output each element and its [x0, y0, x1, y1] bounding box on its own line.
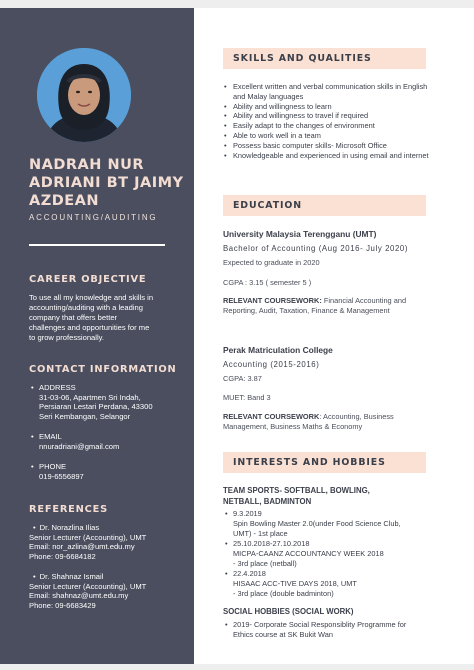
hobby-line: HISAAC ACC-TIVE DAYS 2018, UMT [233, 578, 357, 588]
team-sports-heading-line: NETBALL, BADMINTON [223, 496, 312, 506]
divider [29, 244, 165, 246]
reference-role: Senior Lecturer (Accounting), UMT [29, 581, 147, 591]
bullet-icon: • [225, 569, 228, 578]
program-name: Bachelor of Accounting (Aug 2016- July 2020) [223, 244, 409, 253]
expected-graduation: Expected to graduate in 2020 [223, 258, 320, 267]
reference-role: Senior Lecturer (Accounting), UMT [29, 532, 147, 542]
skill-item: • Excellent written and verbal communication skills in English and Malay languages [223, 82, 433, 102]
interests-heading: INTERESTS AND HOBBIES [233, 457, 386, 468]
hobby-line: Spin Bowling Master 2.0(under Food Science Club, [233, 518, 401, 528]
skill-item: • Possess basic computer skills- Microsoft Office [223, 141, 433, 151]
coursework-text: : Accounting, Business [319, 412, 394, 421]
candidate-title: ACCOUNTING/AUDITING [29, 213, 158, 222]
reference-item [29, 572, 189, 610]
address-line: Seri Kembangan, Selangor [39, 411, 131, 421]
skill-item: • Ability and willingness to learn [223, 102, 433, 112]
bullet-icon: • [225, 539, 228, 548]
reference-name: Dr. Shahnaz Ismail [39, 572, 104, 581]
contact-heading: CONTACT INFORMATION [29, 364, 177, 375]
coursework [223, 296, 433, 316]
skills-list [223, 82, 433, 160]
coursework [223, 412, 433, 432]
objective-line: to grow professionally. [29, 333, 104, 342]
program-name: Accounting (2015-2016) [223, 360, 320, 369]
address-line: Persiaran Lestari Perdana, 43300 [39, 402, 153, 412]
reference-phone: Phone: 09-6684182 [29, 551, 96, 561]
address-label: ADDRESS [39, 383, 76, 392]
references-heading: REFERENCES [29, 504, 108, 515]
team-sports-heading [223, 486, 423, 507]
grade: CGPA : 3.15 ( semester 5 ) [223, 278, 312, 287]
hobby-line: UMT) - 1st place [233, 528, 288, 538]
career-objective-text [29, 293, 153, 343]
bullet-icon: • [31, 432, 34, 441]
coursework-label: RELEVANT COURSEWORK [223, 412, 320, 421]
muet: MUET: Band 3 [223, 393, 271, 402]
bullet-icon: • [225, 509, 228, 518]
address-line: 31-03-06, Apartmen Sri Indah, [39, 392, 141, 402]
hobby-item [223, 569, 433, 598]
hobby-item [223, 509, 433, 538]
interests-section-header [223, 452, 426, 473]
reference-phone: Phone: 09-6683429 [29, 600, 96, 610]
skill-item: • Knowledgeable and experienced in using email and internet [223, 151, 433, 161]
avatar [37, 48, 131, 142]
email-label: EMAIL [39, 432, 62, 441]
bullet-icon: • [33, 572, 36, 581]
reference-name: Dr. Norazlina Ilias [39, 523, 100, 532]
profile-photo [37, 48, 131, 142]
objective-line: company that offers better [29, 313, 118, 322]
hobby-date: 25.10.2018-27.10.2018 [233, 539, 310, 548]
reference-email[interactable]: Email: nor_azlina@umt.edu.my [29, 542, 135, 552]
bullet-icon: • [33, 523, 36, 532]
phone-value[interactable]: 019-6556897 [39, 471, 84, 481]
hobby-line: MICPA-CAANZ ACCOUNTANCY WEEK 2018 [233, 548, 384, 558]
career-objective-heading: CAREER OBJECTIVE [29, 274, 147, 285]
objective-line: accounting/auditing with a leading [29, 303, 143, 312]
team-sports-heading-line: TEAM SPORTS- SOFTBALL, BOWLING, [223, 486, 370, 495]
sidebar [0, 8, 194, 664]
hobby-line: 2019- Corporate Social Responsiblity Programme for [233, 620, 407, 629]
contact-phone [29, 462, 189, 481]
hobby-date: 9.3.2019 [233, 509, 262, 518]
grade: CGPA: 3.87 [223, 374, 262, 383]
contact-email [29, 432, 189, 451]
education-section-header [223, 195, 426, 216]
contact-address [29, 383, 189, 421]
hobby-line: - 3rd place (double badminton) [233, 588, 334, 598]
email-value[interactable]: nnuradriani@gmail.com [39, 441, 120, 451]
main-content [194, 8, 474, 664]
education-heading: EDUCATION [233, 200, 303, 211]
bullet-icon: • [225, 620, 228, 629]
phone-label: PHONE [39, 462, 67, 471]
hobby-item [223, 539, 433, 568]
skills-heading: SKILLS AND QUALITIES [233, 53, 372, 64]
hobby-line: - 3rd place (netball) [233, 558, 297, 568]
hobby-line: Ethics course at SK Bukit Wan [233, 629, 333, 639]
reference-email[interactable]: Email: shahnaz@umt.edu.my [29, 591, 129, 601]
candidate-name: NADRAH NUR ADRIANI BT JAIMY AZDEAN [29, 157, 184, 209]
skill-item: • Able to work well in a team [223, 131, 433, 141]
coursework-text: Management, Business Maths & Economy [223, 421, 363, 431]
bullet-icon: • [31, 383, 34, 392]
reference-item [29, 523, 189, 561]
objective-line: To use all my knowledge and skills in [29, 293, 154, 302]
coursework-text: Financial Accounting and [321, 296, 407, 305]
objective-line: challenges and opportunities for me [29, 323, 150, 332]
bullet-icon: • [31, 462, 34, 471]
social-hobbies-heading: SOCIAL HOBBIES (SOCIAL WORK) [223, 607, 354, 616]
coursework-label: RELEVANT COURSEWORK: [223, 296, 322, 305]
coursework-text: Reporting, Audit, Taxation, Finance & Management [223, 305, 390, 315]
skill-item: • Ability and willingness to travel if required [223, 111, 433, 121]
skills-section-header [223, 48, 426, 69]
skill-item: • Easily adapt to the changes of environment [223, 121, 433, 131]
social-hobby-item [223, 620, 433, 640]
institution-name: University Malaysia Terengganu (UMT) [223, 229, 377, 239]
hobby-date: 22.4.2018 [233, 569, 266, 578]
institution-name: Perak Matriculation College [223, 345, 333, 355]
